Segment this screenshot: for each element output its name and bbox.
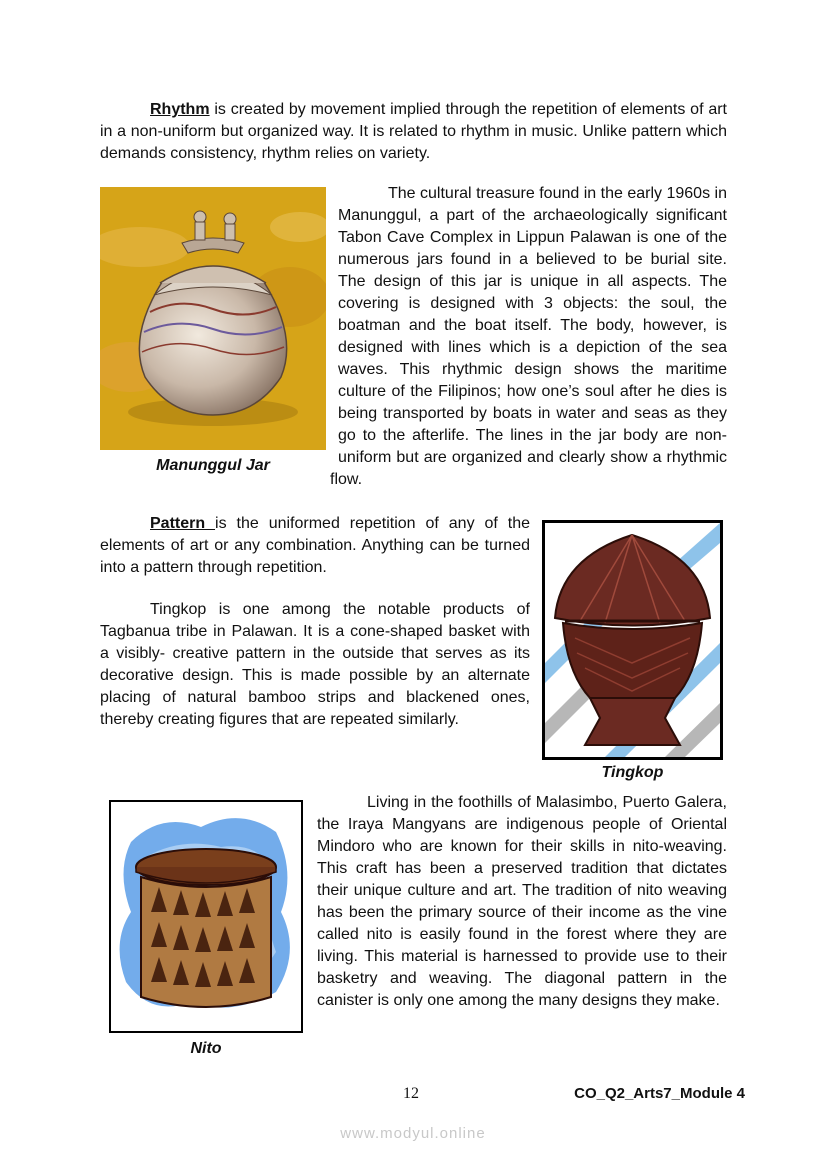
watermark: www.modyul.online (340, 1125, 486, 1142)
pattern-definition: is the uniformed repetition of any of the elements of art or any combination. Anything can be turned into a pattern through repetition. (100, 515, 530, 576)
rhythm-paragraph (100, 99, 727, 165)
tingkop-paragraph: Tingkop is one among the notable products of Tagbanua tribe in Palawan. It is a cone-shaped basket with a visibly- creative pattern in the outside that serves as its decorative design. This is made possible by an alternate placing of natural bamboo strips and blackened ones, thereby creating figures that are repeated similarly. (100, 601, 530, 728)
module-code: CO_Q2_Arts7_Module 4 (574, 1085, 745, 1102)
manunggul-jar-caption: Manunggul Jar (156, 457, 270, 474)
page-number: 12 (403, 1085, 419, 1102)
rhythm-definition: is created by movement implied through the repetition of elements of art in a non-uniform but organized way. It is related to rhythm in music. Unlike pattern which demands consistency, rhythm relies on variety. (100, 101, 727, 162)
nito-paragraph: Living in the foothills of Malasimbo, Puerto Galera, the Iraya Mangyans are indigenous people of Oriental Mindoro who are known for their skills in nito-weaving. This craft has been a preserved tradition that dictates their unique culture and art. The tradition of nito weaving has been the primary source of their income as the vine called nito is easily found in the forest where they are living. This material is harnessed to provide use to their basketry and weaving. The diagonal pattern in the canister is only one among the many designs they make. (317, 794, 727, 1009)
manunggul-text: The cultural treasure found in the early 1960s in Manunggul, a part of the archaeologically significant Tabon Cave Complex in Lippun Palawan is one of the numerous jars found in a believed to be burial site. The design of this jar is unique in all aspects. The covering is designed with 3 objects: the soul, the boatman and the boat itself. The body, however, is designed with lines which is a depiction of the sea waves. This rhythmic design shows the maritime culture of the Filipinos; how one’s soul after he dies is being transported by boats in water and seas as they go to the afterlife. The lines in the jar body are non-uniform but are organized and clearly show a rhythmic flow. (330, 185, 727, 488)
tingkop-caption: Tingkop (601, 764, 664, 781)
rhythm-term: Rhythm (150, 101, 210, 118)
pattern-term: Pattern (150, 515, 216, 532)
pattern-paragraph (100, 513, 530, 579)
tingkop-image (542, 520, 723, 760)
manunggul-jar-image (100, 187, 326, 450)
nito-image (109, 800, 303, 1033)
manunggul-paragraph (330, 183, 727, 491)
nito-caption: Nito (190, 1040, 222, 1057)
text-wrap-spacer (330, 183, 338, 448)
